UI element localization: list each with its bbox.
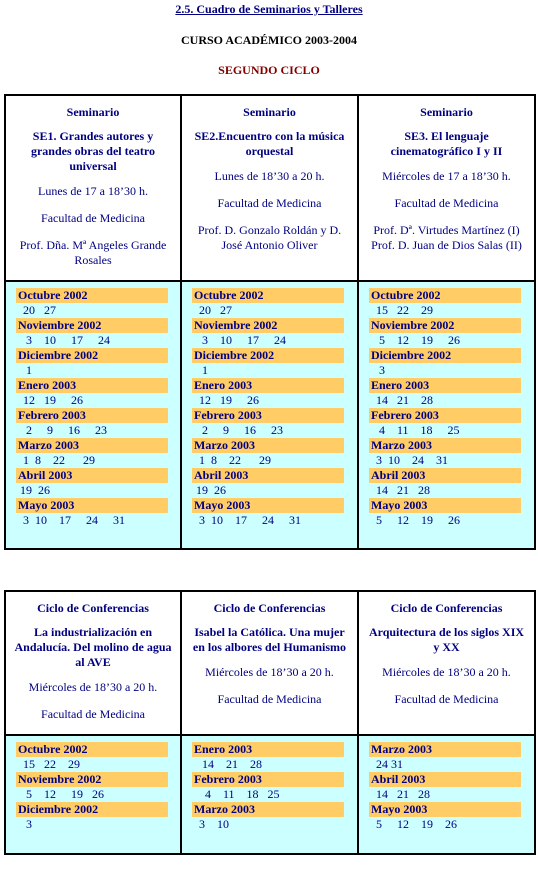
conference-title: Arquitectura de los siglos XIX y XX	[368, 625, 525, 654]
month-label: Marzo 2003	[369, 742, 521, 757]
month-label: Octubre 2002	[16, 288, 168, 303]
month-days: 14 21 28	[373, 393, 433, 407]
month-label: Mayo 2003	[192, 498, 344, 513]
month-days: 19 26	[20, 483, 50, 497]
conference-label: Ciclo de Conferencias	[213, 601, 326, 615]
conference-label: Ciclo de Conferencias	[37, 601, 149, 615]
month-days: 15 22 29	[20, 757, 80, 771]
month-label: Marzo 2003	[192, 438, 344, 453]
conference-place: Facultad de Medicina	[41, 707, 145, 721]
month-days: 3 10 17 24 31	[20, 513, 125, 527]
conference-title: Isabel la Católica. Una mujer en los albores del Humanismo	[192, 625, 347, 654]
month-label: Febrero 2003	[192, 772, 344, 787]
seminar-title: SE1. Grandes autores y grandes obras del teatro universal	[30, 129, 156, 173]
seminar-place: Facultad de Medicina	[217, 196, 322, 210]
course-title: CURSO ACADÉMICO 2003-2004	[180, 33, 357, 47]
conference-place: Facultad de Medicina	[394, 692, 499, 706]
month-days: 3 10 24 31	[373, 453, 448, 467]
month-label: Enero 2003	[369, 378, 521, 393]
month-label: Abril 2003	[16, 468, 168, 483]
month-days: 15 22 29	[373, 303, 433, 317]
cycle-title: SEGUNDO CICLO	[218, 63, 320, 77]
month-days: 3 10 17 24	[196, 333, 286, 347]
month-label: Abril 2003	[369, 772, 521, 787]
conference-calendar-2	[181, 735, 358, 854]
seminar-teacher: Prof. Dña. Mª Angeles Grande Rosales	[19, 238, 167, 267]
month-label: Enero 2003	[192, 378, 344, 393]
seminar-label: Seminario	[243, 105, 296, 119]
month-label: Mayo 2003	[369, 498, 521, 513]
month-days: 5 12 19 26	[20, 787, 104, 801]
seminar-calendar-se3	[358, 281, 535, 549]
month-days: 1 8 22 29	[196, 453, 271, 467]
seminar-title: SE3. El lenguaje cinematográfico I y II	[390, 129, 503, 158]
conference-calendar-1	[5, 735, 181, 854]
month-days: 20 27	[196, 303, 232, 317]
conference-schedule: Miércoles de 18’30 a 20 h.	[382, 665, 511, 679]
month-label: Mayo 2003	[16, 498, 168, 513]
month-label: Noviembre 2002	[369, 318, 521, 333]
month-days: 19 26	[196, 483, 226, 497]
month-label: Marzo 2003	[369, 438, 521, 453]
month-days: 14 21 28	[196, 757, 262, 771]
month-label: Diciembre 2002	[16, 348, 168, 363]
seminar-title: SE2.Encuentro con la música orquestal	[194, 129, 345, 158]
month-days: 5 12 19 26	[373, 333, 460, 347]
month-label: Noviembre 2002	[16, 772, 168, 787]
month-days: 4 11 18 25	[196, 787, 280, 801]
month-days: 3	[20, 817, 32, 831]
month-label: Octubre 2002	[192, 288, 344, 303]
conference-schedule: Miércoles de 18’30 a 20 h.	[205, 665, 334, 679]
month-label: Diciembre 2002	[369, 348, 521, 363]
month-days: 2 9 16 23	[196, 423, 283, 437]
conferences-table	[4, 590, 536, 855]
month-days: 12 19 26	[196, 393, 259, 407]
seminar-calendar-se2	[181, 281, 358, 549]
month-label: Marzo 2003	[192, 802, 344, 817]
month-label: Diciembre 2002	[192, 348, 344, 363]
month-label: Abril 2003	[192, 468, 344, 483]
month-days: 20 27	[20, 303, 56, 317]
conference-header-3	[358, 591, 535, 735]
seminar-schedule: Miércoles de 17 a 18’30 h.	[382, 169, 511, 183]
conference-title: La industrialización en Andalucía. Del molino de agua al AVE	[14, 625, 172, 669]
month-days: 14 21 28	[373, 787, 430, 801]
seminar-schedule: Lunes de 18’30 a 20 h.	[214, 169, 325, 183]
month-days: 12 19 26	[20, 393, 83, 407]
month-label: Febrero 2003	[192, 408, 344, 423]
month-days: 5 12 19 26	[373, 513, 460, 527]
seminars-table	[4, 94, 536, 550]
month-days: 3	[373, 363, 385, 377]
conference-header-2	[181, 591, 358, 735]
month-days: 1 8 22 29	[20, 453, 95, 467]
seminar-header-se1	[5, 95, 181, 281]
month-label: Febrero 2003	[16, 408, 168, 423]
conference-label: Ciclo de Conferencias	[390, 601, 503, 615]
month-days: 3 10 17 24 31	[196, 513, 301, 527]
month-days: 2 9 16 23	[20, 423, 107, 437]
month-label: Febrero 2003	[369, 408, 521, 423]
month-days: 4 11 18 25	[373, 423, 460, 437]
seminar-calendar-se1	[5, 281, 181, 549]
seminar-label: Seminario	[420, 105, 473, 119]
seminar-teacher: Prof. D. Gonzalo Roldán y D. José Antonio Oliver	[197, 223, 342, 252]
seminar-header-se3	[358, 95, 535, 281]
month-label: Diciembre 2002	[16, 802, 168, 817]
seminar-header-se2	[181, 95, 358, 281]
month-days: 5 12 19 26	[373, 817, 457, 831]
month-label: Enero 2003	[16, 378, 168, 393]
seminar-teacher: Prof. Dª. Virtudes Martínez (I) Prof. D. Juan de Dios Salas (II)	[371, 223, 522, 252]
conference-header-1	[5, 591, 181, 735]
month-days: 24 31	[373, 757, 403, 771]
conference-place: Facultad de Medicina	[217, 692, 322, 706]
month-days: 1	[196, 363, 208, 377]
month-label: Octubre 2002	[369, 288, 521, 303]
section-title: 2.5. Cuadro de Seminarios y Talleres	[175, 2, 363, 16]
month-label: Noviembre 2002	[16, 318, 168, 333]
month-label: Enero 2003	[192, 742, 344, 757]
month-days: 1	[20, 363, 32, 377]
month-days: 3 10 17 24	[20, 333, 110, 347]
month-days: 3 10	[196, 817, 229, 831]
seminar-schedule: Lunes de 17 a 18’30 h.	[38, 184, 148, 198]
month-label: Abril 2003	[369, 468, 521, 483]
month-days: 14 21 28	[373, 483, 430, 497]
seminar-place: Facultad de Medicina	[394, 196, 499, 210]
seminar-place: Facultad de Medicina	[41, 211, 145, 225]
seminar-label: Seminario	[66, 105, 120, 119]
month-label: Noviembre 2002	[192, 318, 344, 333]
conference-schedule: Miércoles de 18’30 a 20 h.	[28, 680, 158, 694]
month-label: Marzo 2003	[16, 438, 168, 453]
month-label: Mayo 2003	[369, 802, 521, 817]
conference-calendar-3	[358, 735, 535, 854]
month-label: Octubre 2002	[16, 742, 168, 757]
